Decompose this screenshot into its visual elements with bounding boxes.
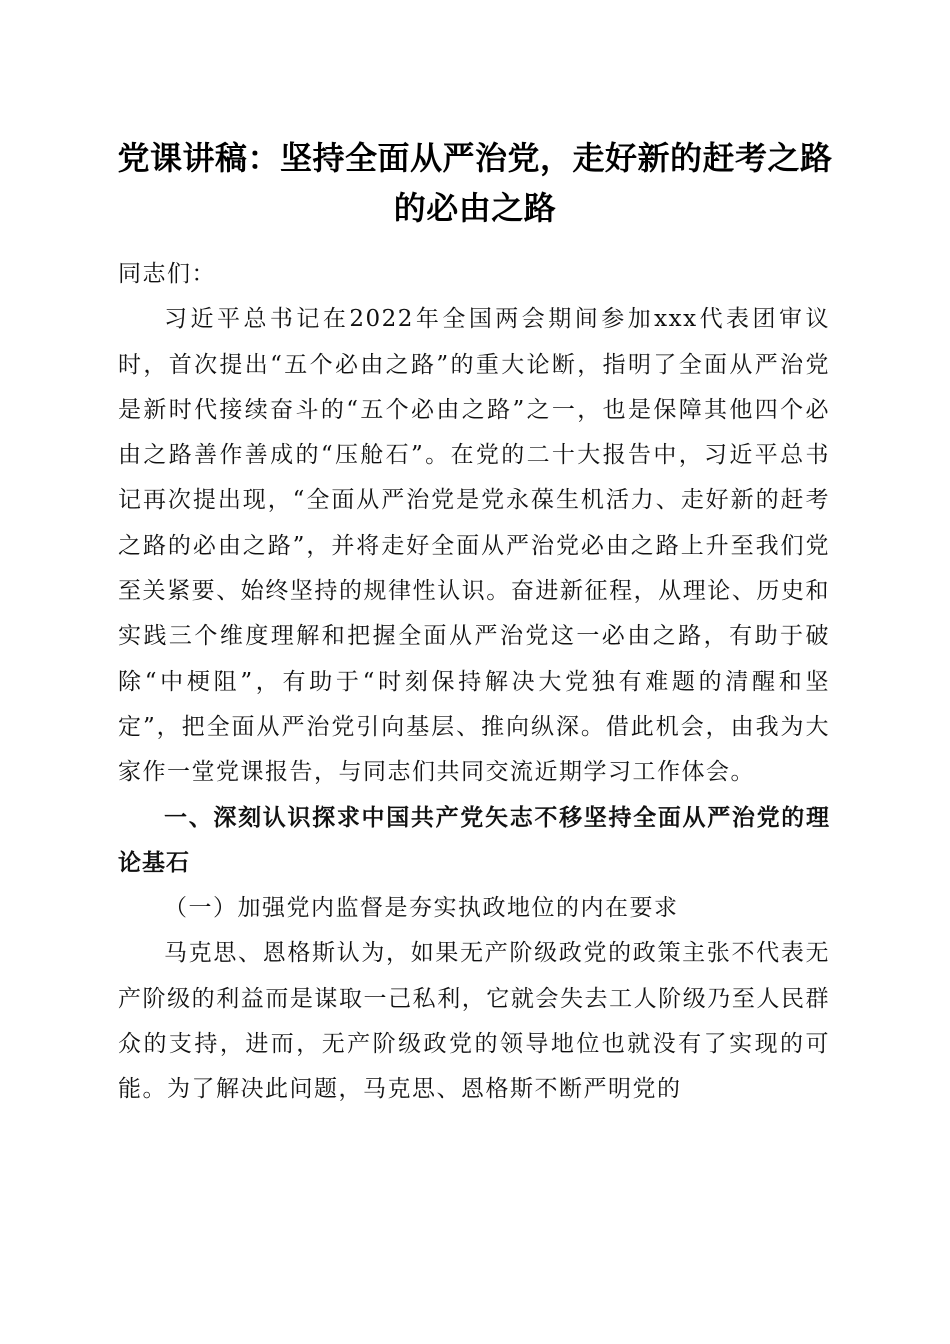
body-paragraph: 习近平总书记在2022年全国两会期间参加xxx代表团审议时，首次提出“五个必由之路”的重大论断，指明了全面从严治党是新时代接续奋斗的“五个必由之路”之一，也是保障其他四个必由之路善作善成的“压舱石”。在党的二十大报告中，习近平总书记再次提出现，“全面从严治党是党永葆生机活力、走好新的赶考之路的必由之路”，并将走好全面从严治党必由之路上升至我们党至关紧要、始终坚持的规律性认识。奋进新征程，从理论、历史和实践三个维度理解和把握全面从严治党这一必由之路，有助于破除“中梗阻”，有助于“时刻保持解决大党独有难题的清醒和坚定”，把全面从严治党引向基层、推向纵深。借此机会，由我为大家作一堂党课报告，与同志们共同交流近期学习工作体会。	[118, 306, 830, 786]
subsection-heading: （一）加强党内监督是夯实执政地位的内在要求	[164, 895, 679, 922]
salutation: 同志们：	[118, 261, 216, 287]
body-paragraph: 马克思、恩格斯认为，如果无产阶级政党的政策主张不代表无产阶级的利益而是谋取一己私利，它就会失去工人阶级乃至人民群众的支持，进而，无产阶级政党的领导地位也就没有了实现的可能。为了解决此问题，马克思、恩格斯不断严明党的	[118, 940, 830, 1103]
section-heading: 一、深刻认识探求中国共产党矢志不移坚持全面从严治党的理论基石	[118, 804, 830, 876]
document-title: 党课讲稿：坚持全面从严治党，走好新的赶考之路的必由之路	[117, 139, 833, 227]
document-body	[118, 252, 830, 1113]
